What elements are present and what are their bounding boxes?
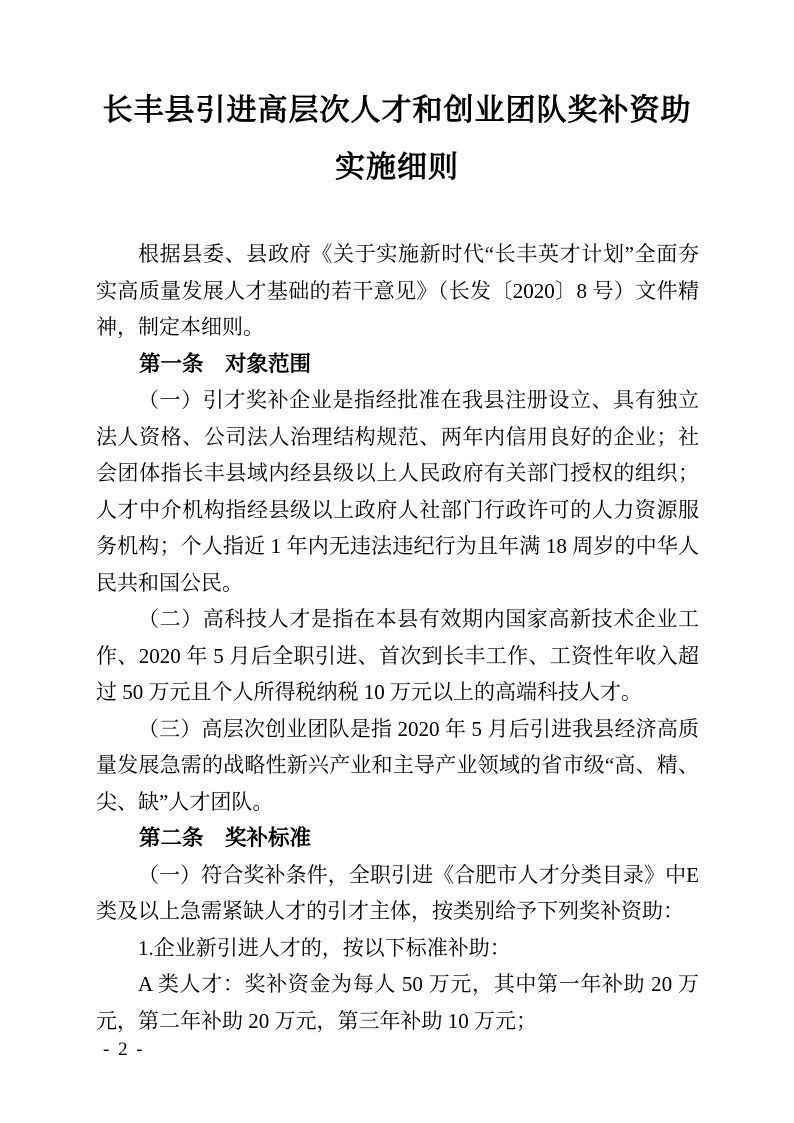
paragraph: （三）高层次创业团队是指 2020 年 5 月后引进我县经济高质量发展急需的战略性新兴产业和主导产业领域的省市级“高、精、尖、缺”人才团队。 — [96, 716, 699, 814]
paragraph: （一）符合奖补条件，全职引进《合肥市人才分类目录》中E 类及以上急需紧缺人才的引才主体，按类别给予下列奖补资助： — [96, 862, 699, 923]
document-title-line2: 实施细则 — [335, 151, 459, 184]
section-heading: 第一条 对象范围 — [139, 351, 312, 376]
paragraph: A 类人才：奖补资金为每人 50 万元，其中第一年补助 20 万元，第二年补助 20 万元，第三年补助 10 万元； — [96, 972, 699, 1033]
paragraph: （二）高科技人才是指在本县有效期内国家高新技术企业工作、2020 年 5 月后全职引进、首次到长丰工作、工资性年收入超过 50 万元且个人所得税纳税 10 万元以上的高端科技人才。 — [96, 607, 699, 704]
section-heading: 第二条 奖补标准 — [139, 826, 312, 850]
document-body — [96, 236, 699, 1039]
paragraph: 根据县委、县政府《关于实施新时代“长丰英才计划”全面夯实高质量发展人才基础的若干意见》（长发〔2020〕8 号）文件精神，制定本细则。 — [96, 242, 699, 339]
page-number: - 2 - — [103, 1039, 145, 1060]
paragraph: 1.企业新引进人才的，按以下标准补助： — [138, 935, 511, 960]
document-title — [0, 0, 794, 196]
document-title-line1: 长丰县引进高层次人才和创业团队奖补资助 — [102, 94, 692, 127]
paragraph: （一）引才奖补企业是指经批准在我县注册设立、具有独立法人资格、公司法人治理结构规范、两年内信用良好的企业；社会团体指长丰县域内经县级以上人民政府有关部门授权的组织；人才中介机构指经县级以上政府人社部门行政许可的人力资源服务机构；个人指近 1 年内无违法违纪行为且年满 18 周岁的中华人民共和国公民。 — [96, 388, 699, 595]
